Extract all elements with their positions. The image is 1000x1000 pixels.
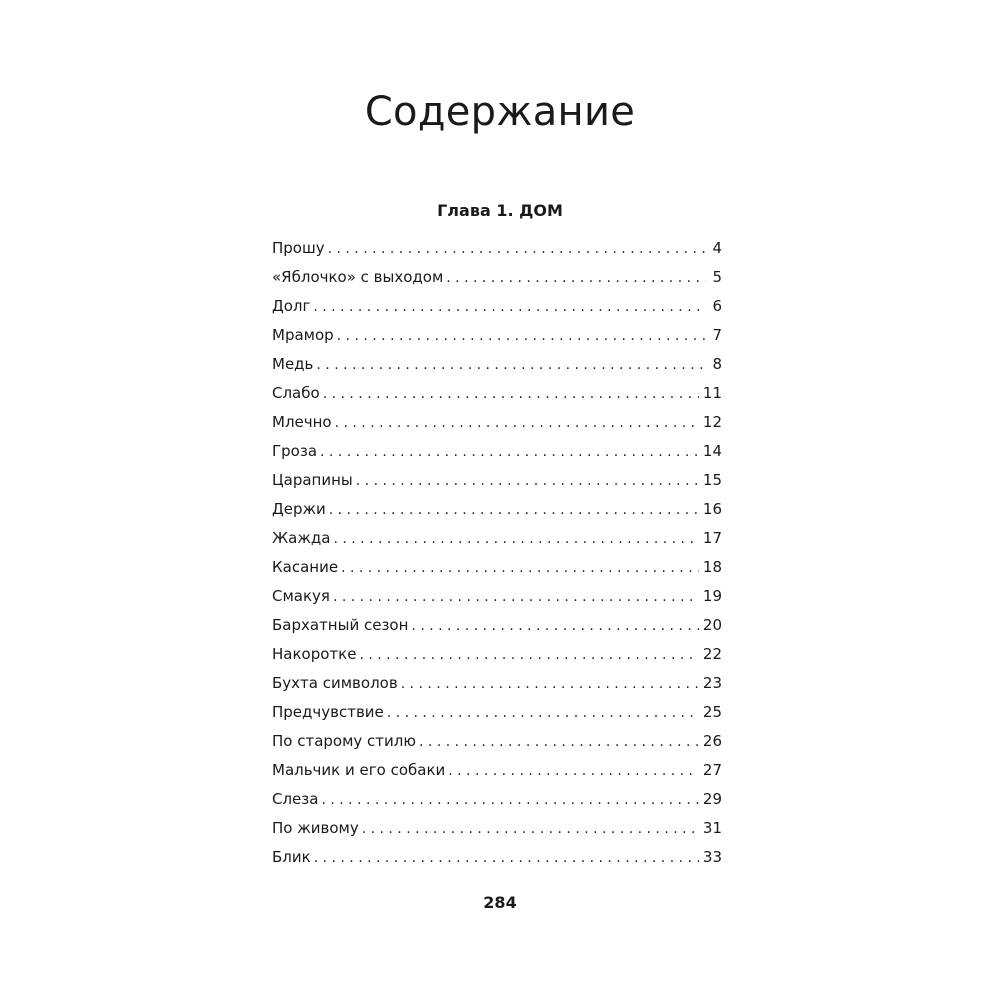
dot-leader: [328, 235, 706, 264]
toc-entry-page: 19: [702, 587, 722, 605]
toc-entry-title: Млечно: [272, 413, 332, 431]
toc-entry-title: По старому стилю: [272, 732, 417, 750]
dot-leader: [333, 583, 699, 612]
toc-entry-title: Касание: [272, 558, 339, 576]
toc-entry: [272, 727, 722, 756]
page-number: 284: [483, 893, 517, 912]
dot-leader: [333, 525, 698, 554]
toc-entry: [272, 669, 722, 698]
toc-entry: [272, 466, 722, 495]
toc-entry-title: Мрамор: [272, 326, 334, 344]
page-title: Содержание: [364, 89, 636, 135]
toc-entry-title: Царапины: [272, 471, 353, 489]
toc-entry-title: Накоротке: [272, 645, 357, 663]
toc-entry-page: 14: [702, 442, 722, 460]
toc-entry: [272, 292, 722, 321]
dot-leader: [335, 409, 699, 438]
toc-entry: [272, 611, 722, 640]
toc-entry-page: 33: [702, 848, 722, 866]
toc-entry-title: Жажда: [272, 529, 331, 547]
toc-entry-title: Держи: [272, 500, 326, 518]
dot-leader: [448, 757, 699, 786]
toc-entry-title: Бухта символов: [272, 674, 398, 692]
toc-entry-page: 23: [702, 674, 722, 692]
toc-entry-title: Слеза: [272, 790, 319, 808]
toc-entry: [272, 408, 722, 437]
toc-entry: [272, 350, 722, 379]
toc-entry: [272, 524, 722, 553]
dot-leader: [329, 496, 699, 525]
table-of-contents: [272, 234, 722, 872]
toc-entry-title: По живому: [272, 819, 359, 837]
toc-entry: [272, 234, 722, 263]
dot-leader: [356, 467, 699, 496]
toc-entry: [272, 553, 722, 582]
toc-entry-page: 15: [702, 471, 722, 489]
toc-entry: [272, 698, 722, 727]
toc-entry-title: Гроза: [272, 442, 318, 460]
toc-entry-page: 6: [712, 297, 722, 315]
chapter-heading: Глава 1. ДОМ: [437, 201, 563, 220]
dot-leader: [362, 815, 699, 844]
toc-entry: [272, 756, 722, 785]
dot-leader: [446, 264, 706, 293]
dot-leader: [316, 351, 706, 380]
toc-entry-title: Смакуя: [272, 587, 330, 605]
dot-leader: [313, 293, 706, 322]
toc-entry-page: 31: [702, 819, 722, 837]
toc-entry: [272, 640, 722, 669]
dot-leader: [411, 612, 698, 641]
toc-entry-page: 17: [702, 529, 722, 547]
toc-entry-page: 26: [702, 732, 722, 750]
toc-entry-title: Прошу: [272, 239, 325, 257]
dot-leader: [323, 380, 699, 409]
toc-entry: [272, 263, 722, 292]
toc-entry-page: 20: [702, 616, 722, 634]
toc-entry-page: 22: [702, 645, 722, 663]
toc-entry-title: Мальчик и его собаки: [272, 761, 446, 779]
dot-leader: [359, 641, 698, 670]
toc-entry-page: 25: [702, 703, 722, 721]
dot-leader: [321, 786, 698, 815]
toc-entry-page: 16: [702, 500, 722, 518]
toc-entry-page: 5: [712, 268, 722, 286]
toc-entry-page: 4: [712, 239, 722, 257]
toc-entry-title: «Яблочко» с выходом: [272, 268, 444, 286]
dot-leader: [419, 728, 699, 757]
toc-entry: [272, 495, 722, 524]
toc-entry: [272, 785, 722, 814]
toc-entry-title: Бархатный сезон: [272, 616, 409, 634]
toc-entry-title: Слабо: [272, 384, 320, 402]
toc-entry: [272, 582, 722, 611]
toc-entry-page: 7: [712, 326, 722, 344]
toc-entry-page: 11: [702, 384, 722, 402]
toc-entry-page: 29: [702, 790, 722, 808]
toc-entry-page: 12: [702, 413, 722, 431]
dot-leader: [341, 554, 699, 583]
toc-entry-page: 27: [702, 761, 722, 779]
toc-entry-title: Предчувствие: [272, 703, 384, 721]
dot-leader: [314, 844, 699, 873]
dot-leader: [387, 699, 699, 728]
toc-entry: [272, 843, 722, 872]
toc-entry-title: Медь: [272, 355, 314, 373]
toc-entry: [272, 437, 722, 466]
toc-entry-title: Долг: [272, 297, 311, 315]
dot-leader: [320, 438, 699, 467]
toc-entry-page: 8: [712, 355, 722, 373]
dot-leader: [337, 322, 706, 351]
toc-entry-page: 18: [702, 558, 722, 576]
toc-entry: [272, 814, 722, 843]
dot-leader: [401, 670, 699, 699]
toc-entry: [272, 321, 722, 350]
toc-entry-title: Блик: [272, 848, 311, 866]
toc-entry: [272, 379, 722, 408]
